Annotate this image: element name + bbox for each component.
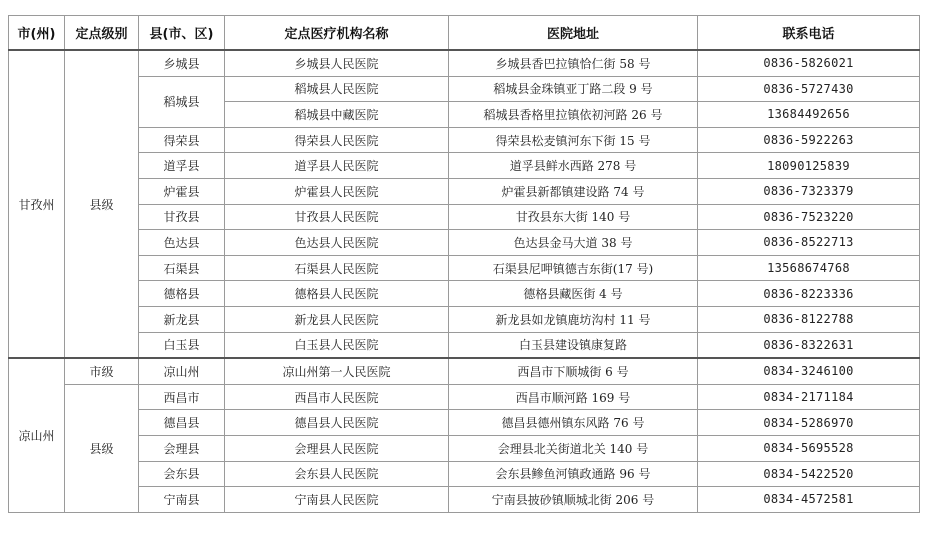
header-phone: 联系电话	[698, 16, 920, 51]
county-cell: 德格县	[139, 281, 225, 307]
phone-cell: 0834-5695528	[698, 435, 920, 461]
level-cell-liangshan-city: 市级	[65, 358, 139, 384]
county-cell: 道孚县	[139, 153, 225, 179]
table-row	[9, 461, 920, 487]
address-cell: 道孚县鲜水西路 278 号	[449, 153, 698, 179]
address-cell: 甘孜县东大街 140 号	[449, 204, 698, 230]
institution-cell: 道孚县人民医院	[225, 153, 449, 179]
institution-cell: 稻城县中藏医院	[225, 102, 449, 128]
phone-cell: 0834-2171184	[698, 384, 920, 410]
phone-cell: 13568674768	[698, 255, 920, 281]
county-cell: 炉霍县	[139, 178, 225, 204]
header-row	[9, 16, 920, 51]
level-cell-liangshan-county: 县级	[65, 384, 139, 512]
header-institution: 定点医疗机构名称	[225, 16, 449, 51]
phone-cell: 0836-8322631	[698, 332, 920, 358]
county-cell: 德昌县	[139, 410, 225, 436]
county-cell: 石渠县	[139, 255, 225, 281]
city-cell-liangshan: 凉山州	[9, 358, 65, 512]
level-cell-ganzi-county: 县级	[65, 50, 139, 358]
address-cell: 德格县藏医街 4 号	[449, 281, 698, 307]
institution-cell: 石渠县人民医院	[225, 255, 449, 281]
address-cell: 色达县金马大道 38 号	[449, 230, 698, 256]
phone-cell: 18090125839	[698, 153, 920, 179]
institution-cell: 西昌市人民医院	[225, 384, 449, 410]
address-cell: 会东县鲹鱼河镇政通路 96 号	[449, 461, 698, 487]
phone-cell: 0836-5922263	[698, 127, 920, 153]
county-cell: 色达县	[139, 230, 225, 256]
table-row	[9, 435, 920, 461]
phone-cell: 0836-5826021	[698, 50, 920, 76]
address-cell: 石渠县尼呷镇德吉东街(17 号)	[449, 255, 698, 281]
address-cell: 西昌市顺河路 169 号	[449, 384, 698, 410]
county-cell: 甘孜县	[139, 204, 225, 230]
institution-cell: 德昌县人民医院	[225, 410, 449, 436]
institution-cell: 色达县人民医院	[225, 230, 449, 256]
phone-cell: 0836-7523220	[698, 204, 920, 230]
institution-cell: 德格县人民医院	[225, 281, 449, 307]
institution-cell: 炉霍县人民医院	[225, 178, 449, 204]
county-cell: 得荣县	[139, 127, 225, 153]
table-row	[9, 332, 920, 358]
institution-cell: 会东县人民医院	[225, 461, 449, 487]
phone-cell: 0836-8522713	[698, 230, 920, 256]
hospital-table-container	[8, 15, 920, 513]
county-cell: 稻城县	[139, 76, 225, 127]
address-cell: 炉霍县新都镇建设路 74 号	[449, 178, 698, 204]
table-row	[9, 127, 920, 153]
county-cell: 凉山州	[139, 358, 225, 384]
address-cell: 稻城县金珠镇亚丁路二段 9 号	[449, 76, 698, 102]
phone-cell: 0834-5422520	[698, 461, 920, 487]
county-cell: 新龙县	[139, 306, 225, 332]
institution-cell: 白玉县人民医院	[225, 332, 449, 358]
institution-cell: 得荣县人民医院	[225, 127, 449, 153]
phone-cell: 0836-5727430	[698, 76, 920, 102]
county-cell: 西昌市	[139, 384, 225, 410]
institution-cell: 凉山州第一人民医院	[225, 358, 449, 384]
address-cell: 稻城县香格里拉镇依初河路 26 号	[449, 102, 698, 128]
county-cell: 宁南县	[139, 487, 225, 513]
phone-cell: 0836-8223336	[698, 281, 920, 307]
county-cell: 乡城县	[139, 50, 225, 76]
address-cell: 得荣县松麦镇河东下街 15 号	[449, 127, 698, 153]
address-cell: 会理县北关街道北关 140 号	[449, 435, 698, 461]
phone-cell: 13684492656	[698, 102, 920, 128]
table-row	[9, 384, 920, 410]
table-row	[9, 306, 920, 332]
institution-cell: 宁南县人民医院	[225, 487, 449, 513]
address-cell: 白玉县建设镇康复路	[449, 332, 698, 358]
institution-cell: 稻城县人民医院	[225, 76, 449, 102]
table-row	[9, 76, 920, 102]
institution-cell: 会理县人民医院	[225, 435, 449, 461]
table-row	[9, 50, 920, 76]
institution-cell: 甘孜县人民医院	[225, 204, 449, 230]
phone-cell: 0836-7323379	[698, 178, 920, 204]
phone-cell: 0834-4572581	[698, 487, 920, 513]
institution-cell: 新龙县人民医院	[225, 306, 449, 332]
table-header	[9, 16, 920, 51]
header-county: 县(市、区)	[139, 16, 225, 51]
header-address: 医院地址	[449, 16, 698, 51]
address-cell: 新龙县如龙镇鹿坊沟村 11 号	[449, 306, 698, 332]
table-row	[9, 358, 920, 384]
city-cell-ganzi: 甘孜州	[9, 50, 65, 358]
table-row	[9, 204, 920, 230]
table-row	[9, 281, 920, 307]
county-cell: 会东县	[139, 461, 225, 487]
table-row	[9, 230, 920, 256]
address-cell: 宁南县披砂镇顺城北街 206 号	[449, 487, 698, 513]
table-row	[9, 153, 920, 179]
address-cell: 西昌市下顺城街 6 号	[449, 358, 698, 384]
header-level: 定点级别	[65, 16, 139, 51]
designated-hospital-table	[8, 15, 920, 513]
phone-cell: 0834-3246100	[698, 358, 920, 384]
table-body	[9, 50, 920, 512]
table-row	[9, 410, 920, 436]
address-cell: 德昌县德州镇东风路 76 号	[449, 410, 698, 436]
table-row	[9, 255, 920, 281]
header-city: 市(州)	[9, 16, 65, 51]
county-cell: 白玉县	[139, 332, 225, 358]
address-cell: 乡城县香巴拉镇恰仁街 58 号	[449, 50, 698, 76]
phone-cell: 0834-5286970	[698, 410, 920, 436]
table-row	[9, 487, 920, 513]
county-cell: 会理县	[139, 435, 225, 461]
table-row	[9, 178, 920, 204]
phone-cell: 0836-8122788	[698, 306, 920, 332]
institution-cell: 乡城县人民医院	[225, 50, 449, 76]
